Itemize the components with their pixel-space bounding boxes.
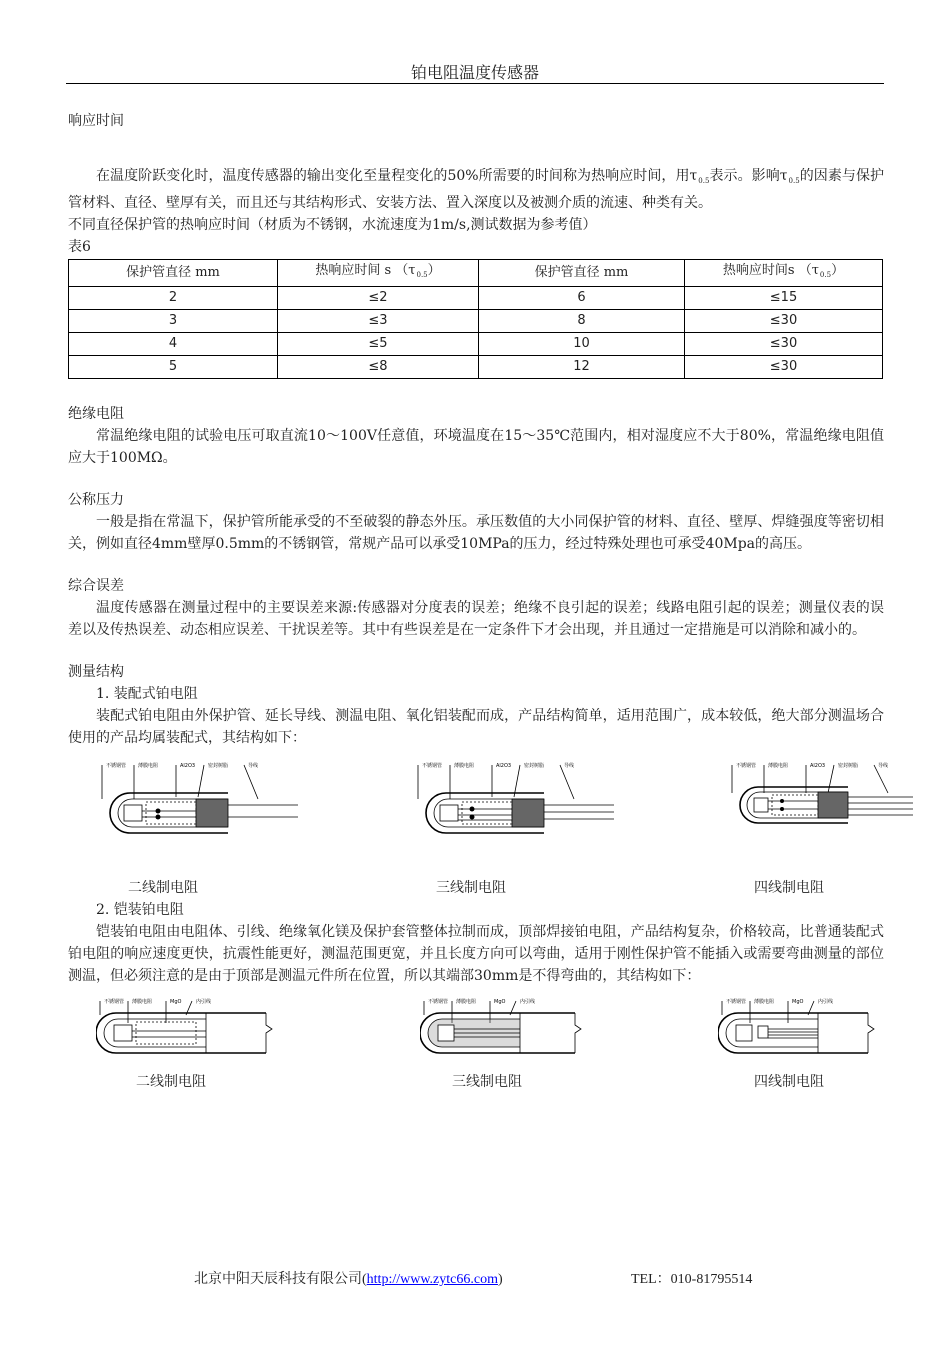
- svg-text:Al2O3: Al2O3: [180, 763, 196, 769]
- insulation-paragraph: 常温绝缘电阻的试验电压可取直流10～100V任意值，环境温度在15～35℃范围内，相对湿度应不大于80%，常温绝缘电阻值应大于100MΩ。: [68, 428, 884, 466]
- company-url-link[interactable]: http://www.zytc66.com: [366, 1272, 498, 1287]
- armored-caption-two-wire: 二线制电阻: [136, 1074, 206, 1090]
- assembled-paragraph: 装配式铂电阻由外保护管、延长导线、测温电阻、氧化铝装配而成，产品结构简单，适用范围广，成本较低，绝大部分测温场合使用的产品均属装配式，其结构如下：: [68, 708, 884, 746]
- table-cell: ≤5: [278, 333, 479, 356]
- svg-text:不锈钢管: 不锈钢管: [726, 999, 747, 1005]
- assembled-diagram-three-wire: [414, 759, 624, 859]
- table-cell: 2: [69, 287, 278, 310]
- pressure-paragraph: 一般是指在常温下，保护管所能承受的不至破裂的静态外压。承压数值的大小同保护管的材料、直径、壁厚、焊缝强度等密切相关，例如直径4mm壁厚0.5mm的不锈钢管，常规产品可以承受10MPa的压力，经过特殊处理也可承受40Mpa的高压。: [68, 514, 884, 552]
- svg-text:不锈钢管: 不锈钢管: [422, 763, 443, 769]
- armored-caption-three-wire: 三线制电阻: [452, 1074, 522, 1090]
- svg-text:内引线: 内引线: [196, 999, 212, 1005]
- svg-text:不锈钢管: 不锈钢管: [104, 999, 125, 1005]
- footer-company: 北京中阳天辰科技有限公司(http://www.zytc66.com): [194, 1272, 503, 1287]
- table-row: [69, 356, 883, 379]
- assembled-diagram-two-wire: [98, 759, 308, 859]
- table-cell: 3: [69, 310, 278, 333]
- table-cell: ≤15: [685, 287, 883, 310]
- table-cell: 6: [479, 287, 685, 310]
- table-cell: ≤2: [278, 287, 479, 310]
- header-rule: [66, 83, 884, 84]
- svg-text:不锈钢管: 不锈钢管: [736, 763, 757, 769]
- table-header-cell: 保护管直径 mm: [69, 260, 278, 287]
- svg-text:导线: 导线: [878, 763, 889, 769]
- assembled-diagram-four-wire: [728, 759, 918, 859]
- svg-text:密封树脂: 密封树脂: [838, 763, 859, 769]
- table-row: [69, 310, 883, 333]
- table-cell: ≤30: [685, 356, 883, 379]
- footer-telephone: TEL：010-81795514: [631, 1272, 753, 1287]
- section-heading-response: 响应时间: [68, 113, 124, 129]
- section-heading-structure: 测量结构: [68, 664, 124, 680]
- svg-text:薄膜电阻: 薄膜电阻: [456, 999, 477, 1005]
- error-paragraph: 温度传感器在测量过程中的主要误差来源:传感器对分度表的误差；绝缘不良引起的误差；线路电阻引起的误差；测量仪表的误差以及传热误差、动态相应误差、干扰误差等。其中有些误差是在一定条件下才会出现，并且通过一定措施是可以消除和减小的。: [68, 600, 884, 638]
- armored-caption-four-wire: 四线制电阻: [754, 1074, 824, 1090]
- svg-text:Al2O3: Al2O3: [496, 763, 512, 769]
- table-row: [69, 333, 883, 356]
- armored-diagram-four-wire: [718, 995, 898, 1075]
- table-header-cell: 热响应时间 s $(\tau_{0.5})$: [278, 260, 479, 287]
- response-paragraph: 在温度阶跃变化时，温度传感器的输出变化至量程变化的50%所需要的时间称为热响应时间，用$\tau_{0.5}$表示。影响$\tau_{0.5}$的因素与保护管材料、直径、壁厚有关，而且还与其结构形式、安装方法、置入深度以及被测介质的流速、种类有关。: [68, 168, 885, 211]
- svg-text:薄膜电阻: 薄膜电阻: [454, 763, 475, 769]
- armored-title: 2. 铠装铂电阻: [96, 902, 184, 918]
- assembled-caption-three-wire: 三线制电阻: [436, 880, 506, 896]
- table-row: [69, 287, 883, 310]
- page-header-title: 铂电阻温度传感器: [410, 63, 539, 82]
- table-header-cell: 保护管直径 mm: [479, 260, 685, 287]
- assembled-caption-four-wire: 四线制电阻: [754, 880, 824, 896]
- svg-text:Al2O3: Al2O3: [810, 763, 826, 769]
- svg-text:导线: 导线: [564, 763, 575, 769]
- table-cell: 4: [69, 333, 278, 356]
- table-cell: 8: [479, 310, 685, 333]
- section-heading-insulation: 绝缘电阻: [68, 406, 124, 422]
- svg-text:薄膜电阻: 薄膜电阻: [138, 763, 159, 769]
- document-body: [68, 110, 889, 1105]
- section-heading-pressure: 公称压力: [68, 492, 124, 508]
- armored-paragraph: 铠装铂电阻由电阻体、引线、绝缘氧化镁及保护套管整体拉制而成，顶部焊接铂电阻，产品结构复杂，价格较高，比普通装配式铂电阻的响应速度更快，抗震性能更好，测温范围更宽，并且长度方向可以弯曲，适用于刚性保护管不能插入或需要弯曲测量的部位测温，但必须注意的是由于顶部是测温元件所在位置，所以其端部30mm是不得弯曲的，其结构如下：: [68, 924, 884, 984]
- table-cell: ≤30: [685, 310, 883, 333]
- svg-text:薄膜电阻: 薄膜电阻: [768, 763, 789, 769]
- table-header-row: [69, 260, 883, 287]
- table-cell: ≤30: [685, 333, 883, 356]
- svg-text:密封树脂: 密封树脂: [208, 763, 229, 769]
- svg-text:MgO: MgO: [494, 999, 506, 1005]
- table-caption: 不同直径保护管的热响应时间（材质为不锈钢，水流速度为1m/s,测试数据为参考值）: [68, 217, 597, 233]
- table-header-cell: 热响应时间s $(\tau_{0.5})$: [685, 260, 883, 287]
- armored-diagrams: [68, 995, 884, 1105]
- svg-text:薄膜电阻: 薄膜电阻: [754, 999, 775, 1005]
- svg-text:薄膜电阻: 薄膜电阻: [132, 999, 153, 1005]
- svg-text:内引线: 内引线: [520, 999, 536, 1005]
- svg-text:不锈钢管: 不锈钢管: [106, 763, 127, 769]
- table-cell: 12: [479, 356, 685, 379]
- table-cell: 5: [69, 356, 278, 379]
- section-heading-error: 综合误差: [68, 578, 124, 594]
- svg-text:密封树脂: 密封树脂: [524, 763, 545, 769]
- svg-text:MgO: MgO: [792, 999, 804, 1005]
- assembled-title: 1. 装配式铂电阻: [96, 686, 198, 702]
- table-cell: 10: [479, 333, 685, 356]
- svg-text:内引线: 内引线: [818, 999, 834, 1005]
- svg-text:不锈钢管: 不锈钢管: [428, 999, 449, 1005]
- armored-diagram-two-wire: [96, 995, 306, 1075]
- svg-text:MgO: MgO: [170, 999, 182, 1005]
- assembled-caption-two-wire: 二线制电阻: [128, 880, 198, 896]
- armored-diagram-three-wire: [420, 995, 630, 1075]
- table-cell: ≤3: [278, 310, 479, 333]
- response-time-table: [68, 259, 883, 379]
- table-cell: ≤8: [278, 356, 479, 379]
- svg-text:导线: 导线: [248, 763, 259, 769]
- assembled-diagrams: [68, 759, 889, 899]
- table-label: 表6: [68, 239, 91, 255]
